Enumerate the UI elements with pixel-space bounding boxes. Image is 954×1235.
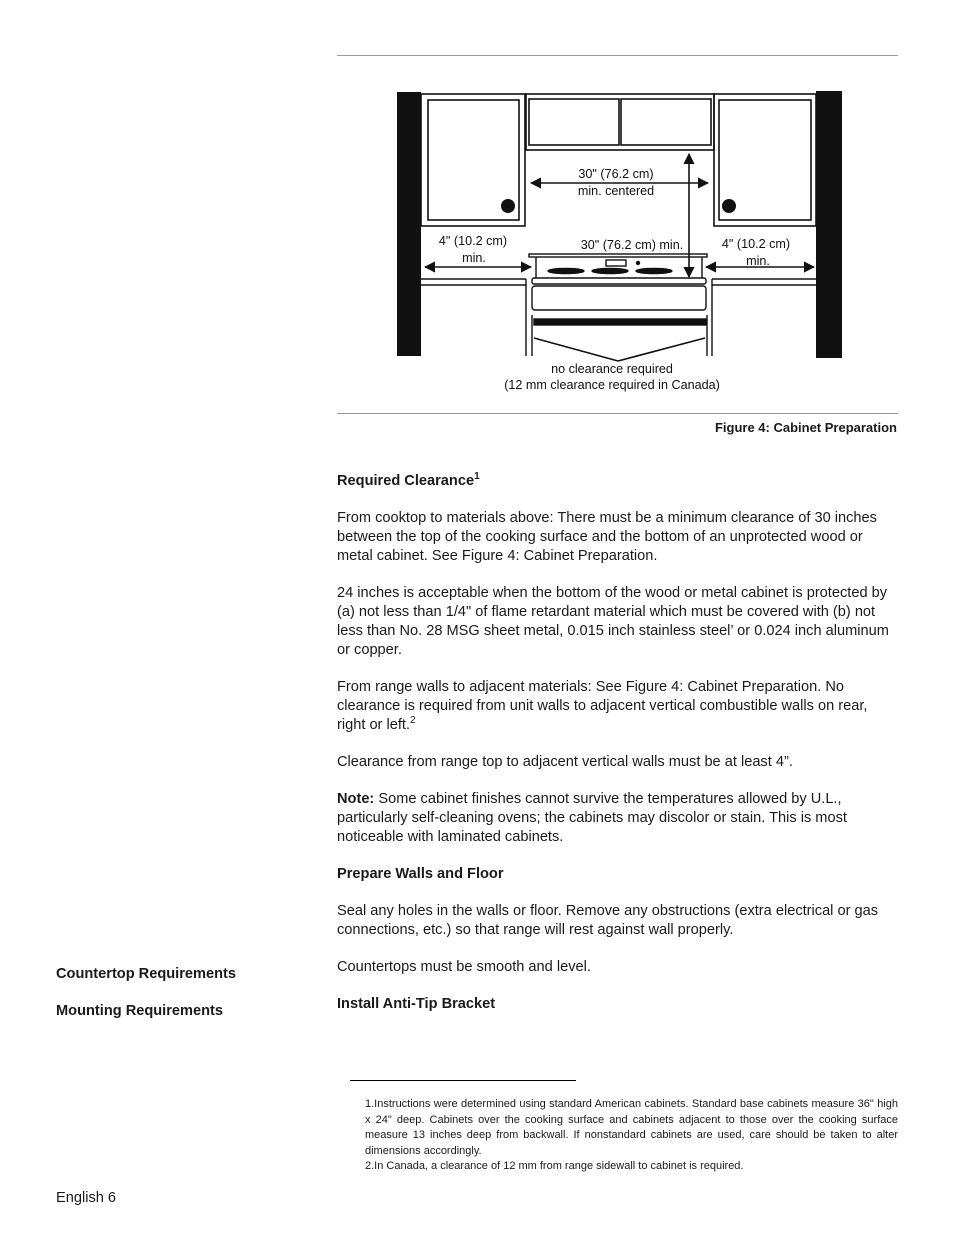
cabinet-preparation-figure: [396, 88, 844, 400]
left-wall: [397, 92, 421, 356]
note-label: Note:: [337, 791, 375, 807]
footnote-2: 2.In Canada, a clearance of 12 mm from range sidewall to cabinet is required.: [365, 1160, 744, 1172]
footnote-rule: [350, 1080, 576, 1081]
figure-bottom-rule: [337, 413, 898, 414]
paragraph-countertop: Countertops must be smooth and level.: [337, 959, 591, 975]
figure-caption: Figure 4: Cabinet Preparation: [714, 420, 897, 435]
upper-center-cabinet: [526, 94, 714, 150]
footnotes: [365, 1097, 898, 1175]
main-content: [337, 472, 899, 1032]
page-number: English 6: [56, 1190, 117, 1206]
paragraph-range-top-clearance: Clearance from range top to adjacent vertical walls must be at least 4”.: [337, 754, 793, 770]
note-text: Some cabinet finishes cannot survive the temperatures allowed by U.L., particularly self-cleaning ovens; the cabinets may discolor or stain. This is most noticeable with laminated cabinets.: [337, 791, 847, 845]
upper-right-cabinet: [714, 94, 816, 226]
right-clearance-label-2: min.: [746, 254, 770, 268]
upper-width-label-1: 30" (76.2 cm): [578, 167, 654, 181]
paragraph-protected-cabinet: 24 inches is acceptable when the bottom of the wood or metal cabinet is protected by (a) not less than 1/4" of flame retardant material which must be covered with (b) not less than No. 28 MSG sheet metal, 0.015 inch stainless steel’ or 0.024 inch aluminum or copper.: [337, 585, 889, 658]
left-countertop: [421, 279, 526, 356]
paragraph-seal-holes: Seal any holes in the walls or floor. Remove any obstructions (extra electrical or gas connections, etc.) so that range will rest against wall properly.: [337, 903, 879, 938]
required-clearance-heading-text: Required Clearance: [337, 473, 475, 489]
paragraph-cooktop-clearance: From cooktop to materials above: There must be a minimum clearance of 30 inches between the top of the cooking surface and the bottom of an unprotected wood or metal cabinet. See Figure 4: Cabinet Preparation.: [337, 510, 877, 564]
footnote-1: 1.Instructions were determined using standard American cabinets. Standard base cabinets measure 36" high x 24" deep. Cabinets over the cooking surface and cabinets adjacent to those over the cooking surface measure 13 inches deep from backwall. If nonstandard cabinets are used, care should be taken to alter dimensions accordingly.: [365, 1098, 898, 1157]
prepare-walls-heading: Prepare Walls and Floor: [337, 866, 504, 882]
side-heading-mounting: Mounting Requirements: [56, 1003, 224, 1019]
height-label: 30" (76.2 cm) min.: [580, 238, 684, 252]
side-heading-countertop: Countertop Requirements: [56, 966, 236, 982]
bottom-label-1: no clearance required: [551, 362, 673, 376]
top-rule: [337, 55, 898, 56]
bottom-label-2: (12 mm clearance required in Canada): [504, 378, 720, 392]
right-clearance-label-1: 4" (10.2 cm): [721, 237, 791, 251]
right-countertop: [712, 279, 816, 356]
upper-left-cabinet: [421, 94, 525, 226]
paragraph-range-walls: [337, 678, 899, 735]
upper-width-label-2: min. centered: [577, 184, 655, 198]
note-paragraph: [337, 790, 899, 847]
left-clearance-label-2: min.: [462, 251, 486, 265]
install-anti-tip-heading: Install Anti-Tip Bracket: [337, 996, 496, 1012]
footnote-ref-1[interactable]: 1: [474, 471, 480, 483]
range: [529, 254, 707, 356]
left-clearance-label-1: 4" (10.2 cm): [438, 234, 508, 248]
footnote-ref-2[interactable]: 2: [410, 715, 416, 727]
paragraph-range-walls-text: From range walls to adjacent materials: See Figure 4: Cabinet Preparation. No clearance is required from unit walls to adjacent vertical combustible walls on rear, right or left.: [337, 679, 868, 733]
required-clearance-heading: [337, 472, 899, 491]
right-wall: [816, 91, 842, 358]
